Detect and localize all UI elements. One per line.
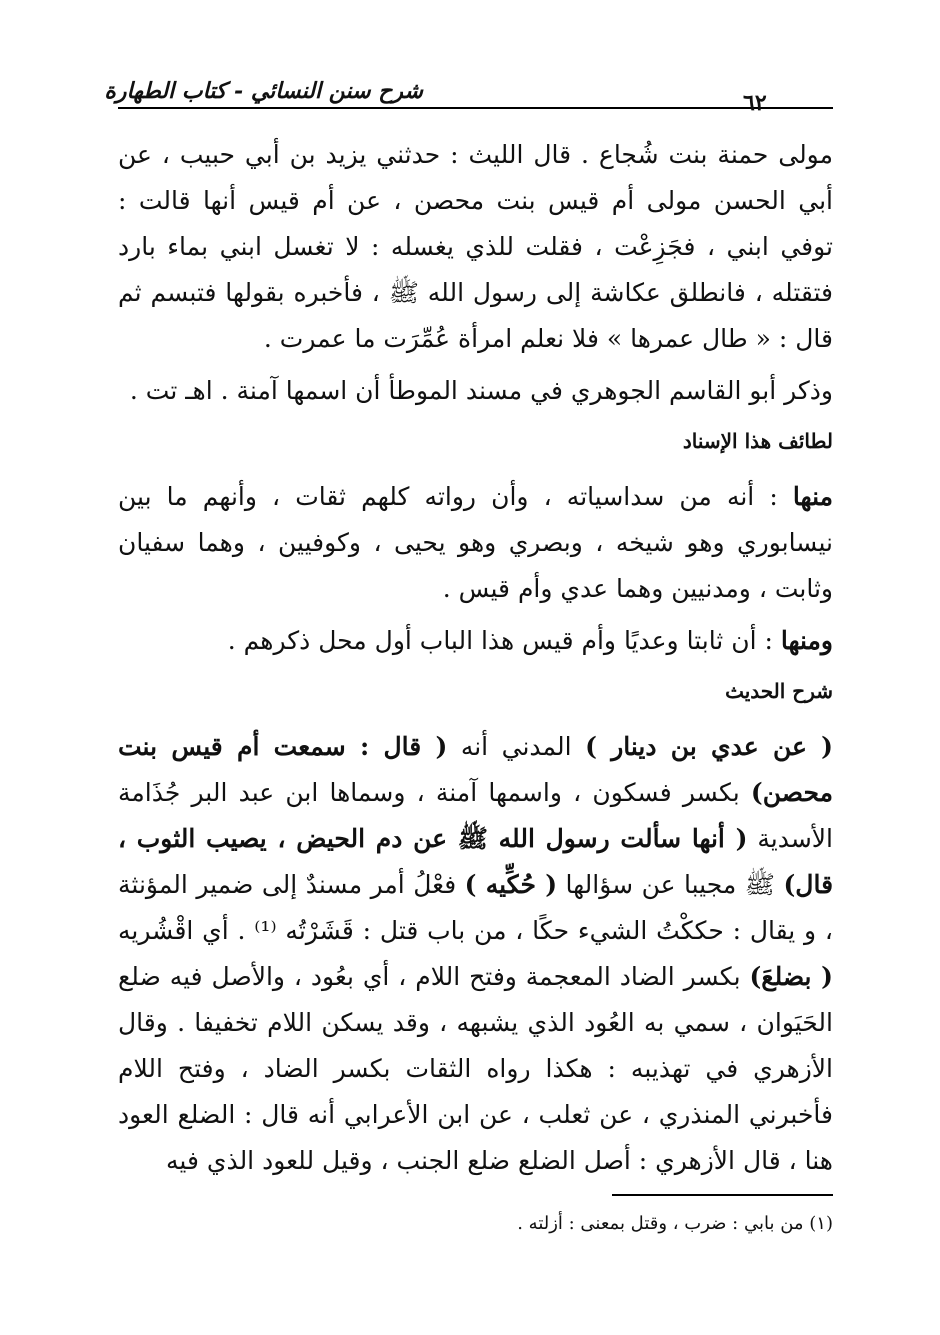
hadith-quote: ( قال : سمعت أم قيس بنت محصن) bbox=[118, 732, 833, 807]
paragraph bbox=[118, 474, 833, 612]
commentary-text: ﷺ مجيبا عن سؤالها bbox=[557, 870, 784, 899]
commentary-text: المدني أنه bbox=[447, 732, 586, 761]
paragraph: وذكر أبو القاسم الجوهري في مسند الموطأ أن اسمها آمنة . اهـ تت . bbox=[129, 376, 833, 405]
footnote-rule bbox=[612, 1194, 833, 1196]
paragraph bbox=[118, 618, 833, 664]
hadith-quote: ( حُكِّيه ) bbox=[464, 870, 558, 899]
commentary-text: بكسر فسكون ، واسمها آمنة ، وسماها ابن عبد البر جُذَامة الأسدية bbox=[118, 778, 833, 853]
section-heading: لطائف هذا الإسناد bbox=[682, 429, 833, 453]
header-rule bbox=[118, 107, 833, 109]
book-title: شرح سنن النسائي - كتاب الطهارة bbox=[104, 78, 423, 104]
hadith-quote: ( أنها سألت رسول الله ﷺ عن دم الحيض ، يصيب الثوب ، قال) bbox=[118, 824, 834, 899]
paragraph-text: : أن ثابتا وعديًا وأم قيس هذا الباب أول محل ذكرهم . bbox=[227, 626, 781, 655]
hadith-quote: ( بضلعَ) bbox=[749, 962, 833, 991]
paragraph-lead: ومنها bbox=[780, 626, 833, 655]
paragraph bbox=[118, 724, 833, 1184]
hadith-quote: ( عن عدي بن دينار ) bbox=[585, 732, 833, 761]
footnote: (١) من بابي : ضرب ، وقتل بمعنى : أزلته . bbox=[517, 1213, 833, 1234]
main-text bbox=[118, 132, 833, 1184]
commentary-text: بكسر الضاد المعجمة وفتح اللام ، أي بعُود ، والأصل فيه ضلع الحَيَوان ، سمي به العُود الذي يشبهه ، وقد يسكن اللام تخفيفا . وقال الأزهري في تهذيبه : هكذا رواه الثقات بكسر الضاد ، وفتح اللام فأخبرني المنذري ، عن ثعلب ، عن ابن الأعرابي أنه قال : الضلع العود هنا ، قال الأزهري : أصل الضلع ضلع الجنب ، وقيل للعود الذي فيه bbox=[118, 962, 833, 1175]
section-heading: شرح الحديث bbox=[725, 679, 833, 703]
page-number: ٦٢ bbox=[743, 90, 767, 116]
commentary-text: فعْلُ أمر مسندٌ إلى ضمير المؤنثة ، و يقال : حككْتُ الشيء حكًا ، من باب قتل : قَشَرْتُه ⁽¹⁾ . أي اقْشُريه bbox=[118, 870, 833, 945]
running-header bbox=[104, 78, 833, 104]
paragraph: مولى حمنة بنت شُجاع . قال الليث : حدثني يزيد بن أبي حبيب ، عن أبي الحسن مولى أم قيس بنت محصن ، عن أم قيس أنها قالت : توفي ابني ، فجَزِعْت ، فقلت للذي يغسله : لا تغسل ابني بماء بارد فتقتله ، فانطلق عكاشة إلى رسول الله ﷺ ، فأخبره بقولها فتبسم ثم قال : « طال عمرها » فلا نعلم امرأة عُمِّرَت ما عمرت . bbox=[118, 140, 833, 353]
page-number-dash bbox=[785, 107, 825, 109]
paragraph-text: : أنه من سداسياته ، وأن رواته كلهم ثقات ، وأنهم ما بين نيسابوري وهو شيخه ، وبصري وهو يحيى ، وكوفيين ، وهما سفيان وثابت ، ومدنيين وهما عدي وأم قيس . bbox=[118, 482, 833, 603]
paragraph-lead: منها bbox=[792, 482, 833, 511]
